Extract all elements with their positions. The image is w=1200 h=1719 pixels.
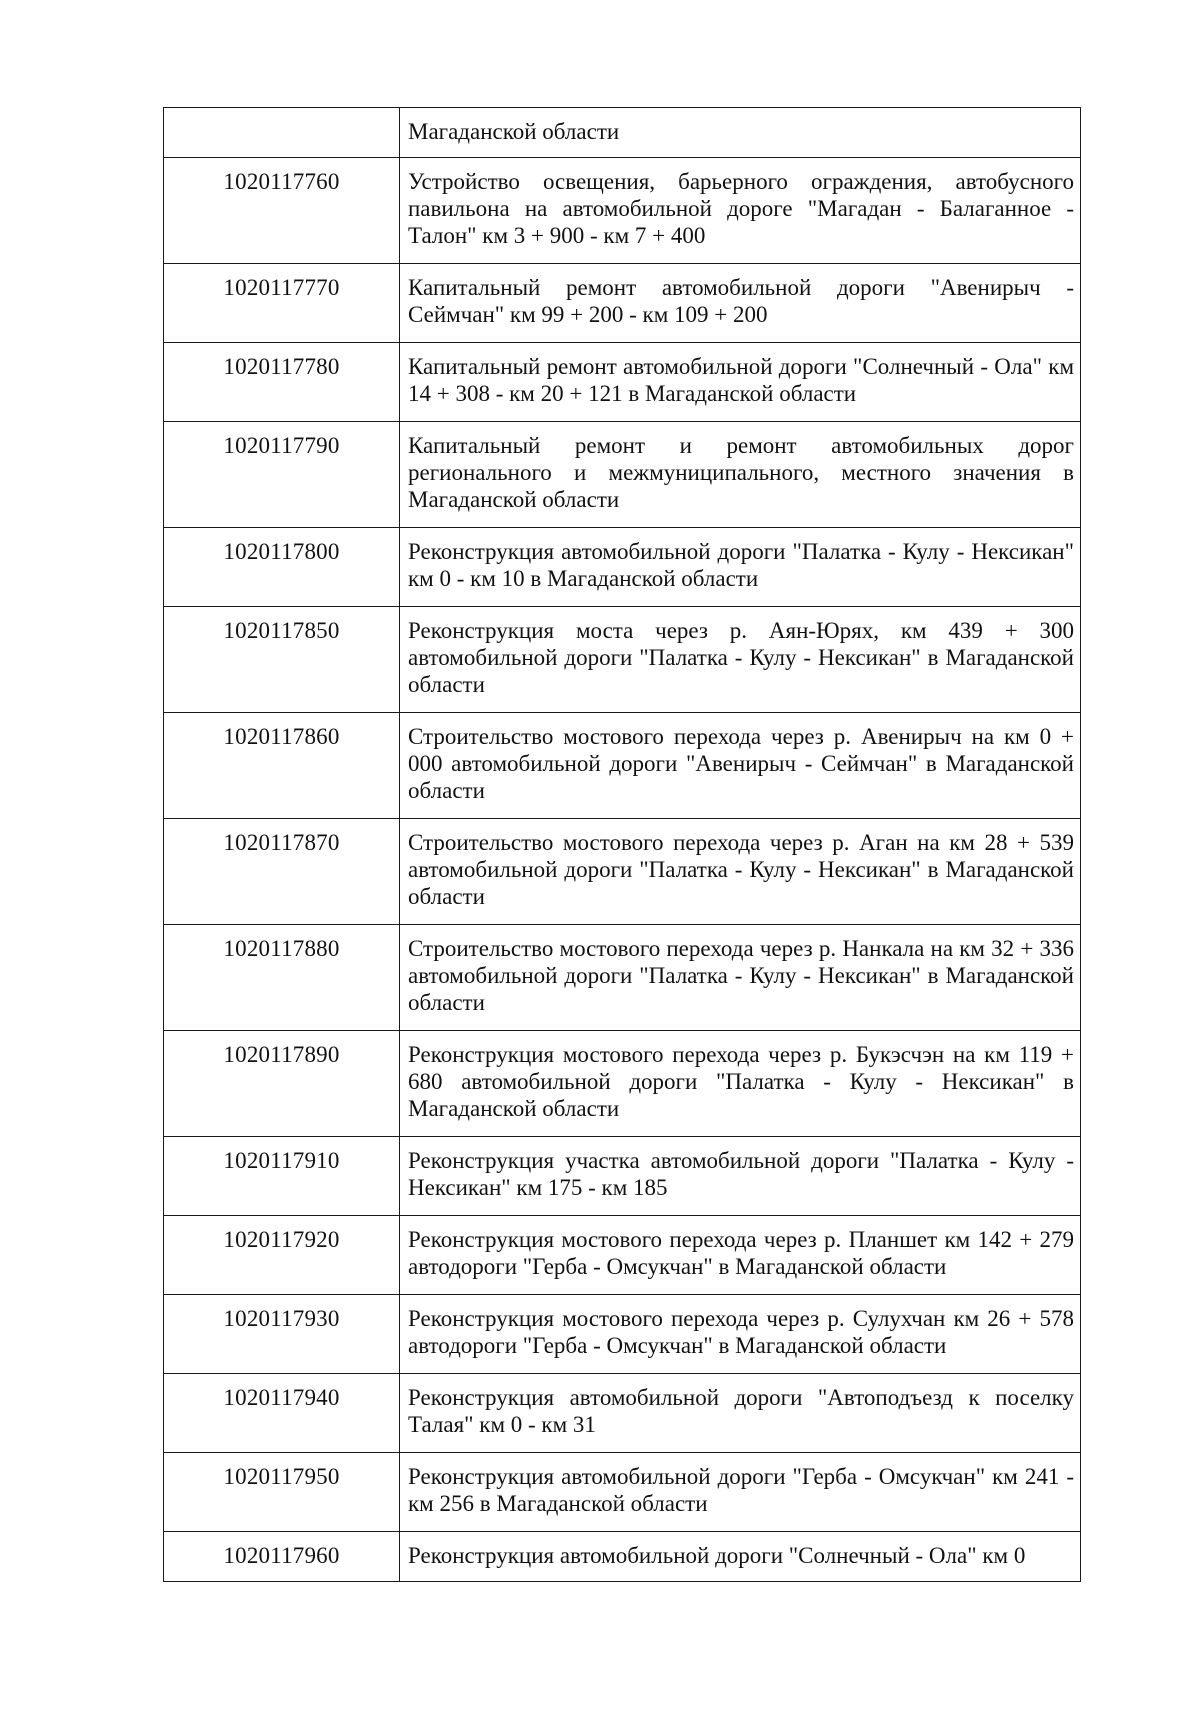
code-cell: 1020117940 xyxy=(164,1374,400,1453)
description-cell: Реконструкция автомобильной дороги "Солнечный - Ола" км 0 xyxy=(400,1532,1081,1582)
table-row xyxy=(164,528,1081,607)
description-cell: Реконструкция мостового перехода через р. Планшет км 142 + 279 автодороги "Герба - Омсукчан" в Магаданской области xyxy=(400,1216,1081,1295)
code-cell: 1020117870 xyxy=(164,819,400,925)
description-cell: Магаданской области xyxy=(400,108,1081,158)
code-cell: 1020117930 xyxy=(164,1295,400,1374)
table-row xyxy=(164,713,1081,819)
description-cell: Реконструкция автомобильной дороги "Палатка - Кулу - Нексикан" км 0 - км 10 в Магаданской области xyxy=(400,528,1081,607)
code-cell: 1020117800 xyxy=(164,528,400,607)
table-body xyxy=(164,108,1081,1582)
description-cell: Капитальный ремонт и ремонт автомобильных дорог регионального и межмуниципального, местного значения в Магаданской области xyxy=(400,422,1081,528)
table-row xyxy=(164,1532,1081,1582)
table-row xyxy=(164,343,1081,422)
code-cell: 1020117860 xyxy=(164,713,400,819)
code-cell: 1020117790 xyxy=(164,422,400,528)
code-cell: 1020117910 xyxy=(164,1137,400,1216)
description-cell: Строительство мостового перехода через р. Аган на км 28 + 539 автомобильной дороги "Палатка - Кулу - Нексикан" в Магаданской области xyxy=(400,819,1081,925)
description-cell: Реконструкция автомобильной дороги "Автоподъезд к поселку Талая" км 0 - км 31 xyxy=(400,1374,1081,1453)
description-cell: Строительство мостового перехода через р. Нанкала на км 32 + 336 автомобильной дороги "Палатка - Кулу - Нексикан" в Магаданской области xyxy=(400,925,1081,1031)
description-cell: Реконструкция автомобильной дороги "Герба - Омсукчан" км 241 - км 256 в Магаданской области xyxy=(400,1453,1081,1532)
table-row xyxy=(164,1137,1081,1216)
description-cell: Капитальный ремонт автомобильной дороги "Авенирыч - Сеймчан" км 99 + 200 - км 109 + 200 xyxy=(400,264,1081,343)
description-cell: Реконструкция мостового перехода через р. Сулухчан км 26 + 578 автодороги "Герба - Омсукчан" в Магаданской области xyxy=(400,1295,1081,1374)
description-cell: Строительство мостового перехода через р. Авенирыч на км 0 + 000 автомобильной дороги "Авенирыч - Сеймчан" в Магаданской области xyxy=(400,713,1081,819)
code-cell: 1020117880 xyxy=(164,925,400,1031)
code-cell xyxy=(164,108,400,158)
description-cell: Капитальный ремонт автомобильной дороги "Солнечный - Ола" км 14 + 308 - км 20 + 121 в Магаданской области xyxy=(400,343,1081,422)
code-cell: 1020117960 xyxy=(164,1532,400,1582)
description-cell: Реконструкция моста через р. Аян-Юрях, км 439 + 300 автомобильной дороги "Палатка - Кулу - Нексикан" в Магаданской области xyxy=(400,607,1081,713)
budget-code-table xyxy=(163,107,1081,1582)
table-row xyxy=(164,1453,1081,1532)
table-row xyxy=(164,1374,1081,1453)
code-cell: 1020117760 xyxy=(164,158,400,264)
code-cell: 1020117780 xyxy=(164,343,400,422)
table-row xyxy=(164,422,1081,528)
code-cell: 1020117920 xyxy=(164,1216,400,1295)
code-cell: 1020117950 xyxy=(164,1453,400,1532)
table-row xyxy=(164,108,1081,158)
table-row xyxy=(164,158,1081,264)
description-cell: Устройство освещения, барьерного ограждения, автобусного павильона на автомобильной дороге "Магадан - Балаганное - Талон" км 3 + 900 - км 7 + 400 xyxy=(400,158,1081,264)
code-cell: 1020117890 xyxy=(164,1031,400,1137)
description-cell: Реконструкция участка автомобильной дороги "Палатка - Кулу - Нексикан" км 175 - км 185 xyxy=(400,1137,1081,1216)
table-row xyxy=(164,264,1081,343)
table-row xyxy=(164,819,1081,925)
description-cell: Реконструкция мостового перехода через р. Букэсчэн на км 119 + 680 автомобильной дороги "Палатка - Кулу - Нексикан" в Магаданской области xyxy=(400,1031,1081,1137)
table-row xyxy=(164,1295,1081,1374)
table-row xyxy=(164,1216,1081,1295)
code-cell: 1020117770 xyxy=(164,264,400,343)
table-row xyxy=(164,607,1081,713)
table-row xyxy=(164,1031,1081,1137)
table-row xyxy=(164,925,1081,1031)
code-cell: 1020117850 xyxy=(164,607,400,713)
